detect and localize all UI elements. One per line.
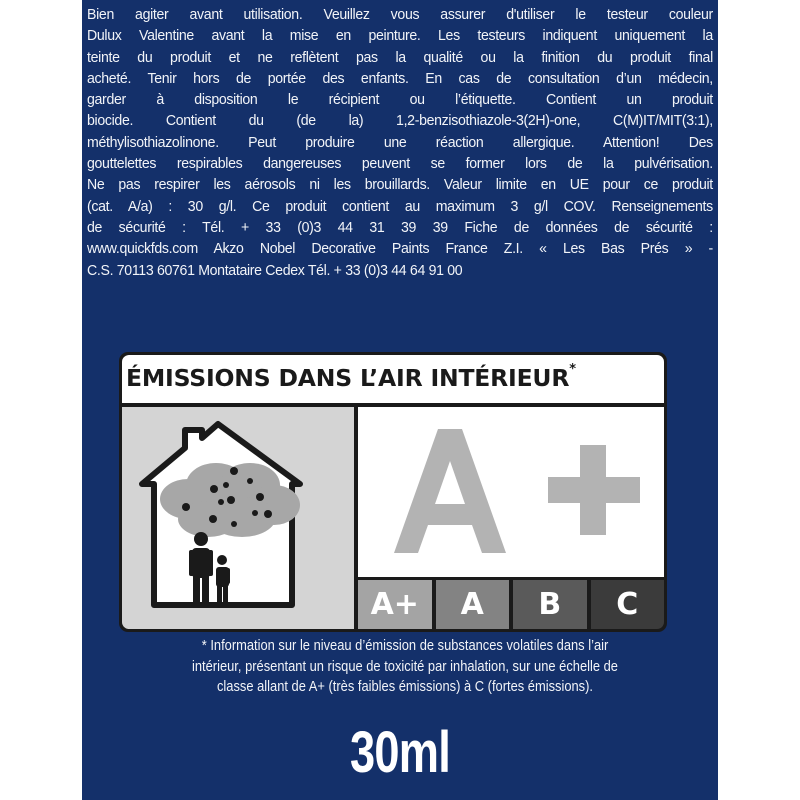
illustration-pane [122,407,354,629]
grade-c: C [591,580,665,629]
legal-line: de sécurité : Tél. + 33 (0)3 44 31 39 39 Fiche de données de sécurité : [87,218,713,236]
legal-line: garder à disposition le récipient ou l’étiquette. Contient un produit [87,91,713,109]
product-volume: 30ml [349,720,450,785]
emission-class-scale [358,580,664,629]
legal-line: Bien agiter avant utilisation. Veuillez vous assurer d'utiliser le testeur couleur [87,6,713,23]
legal-line: méthylisothiazolinone. Peut produire une réaction allergique. Attention! Des [87,133,713,151]
legal-line: www.quickfds.com Akzo Nobel Decorative Paints France Z.I. « Les Bas Prés » - [87,240,713,258]
footnote-asterisk: * [569,362,576,377]
footnote-line: * Information sur le niveau d’émission de substances volatiles dans l’air [201,637,609,654]
emissions-label-title [126,364,576,392]
emissions-label-header [122,355,664,403]
emissions-title-text: ÉMISSIONS DANS L’AIR INTÉRIEUR [126,364,570,392]
grade-b: B [513,580,587,629]
footnote-line: classe allant de A+ (très faibles émissions) à C (fortes émissions). [216,678,594,695]
legal-line: biocide. Contient du (de la) 1,2-benzisothiazole-3(2H)-one, C(M)IT/MIT(3:1), [87,112,713,130]
legal-text-block [87,4,713,281]
legal-line: (cat. A/a) : 30 g/l. Ce produit contient au maximum 3 g/l COV. Renseignements [87,197,713,215]
rating-a-plus-glyph [358,407,664,577]
legal-line: teinte du produit et ne reflètent pas la qualité ou la finition du produit final [87,48,713,66]
legal-line: gouttelettes respirables dangereuses peuvent se former lors de la pulvérisation. [87,155,713,173]
legal-line: C.S. 70113 60761 Montataire Cedex Tél. + 33 (0)3 44 64 91 00 [87,261,463,279]
emissions-footnote [177,636,633,698]
house-with-pollutant-cloud-and-people-icon [122,407,354,629]
grade-a-plus: A+ [358,580,432,629]
indoor-air-emissions-label [119,352,667,632]
legal-line: acheté. Tenir hors de portée des enfants. En cas de consultation d’un médecin, [87,69,713,87]
legal-line: Ne pas respirer les aérosols ni les brouillards. Valeur limite en UE pour ce produit [87,176,713,194]
grade-a: A [436,580,510,629]
rating-display-pane [358,407,664,577]
legal-line: Dulux Valentine avant la mise en peinture. Les testeurs indiquent uniquement la [87,27,713,45]
footnote-line: intérieur, présentant un risque de toxicité par inhalation, sur une échelle de [192,657,618,675]
